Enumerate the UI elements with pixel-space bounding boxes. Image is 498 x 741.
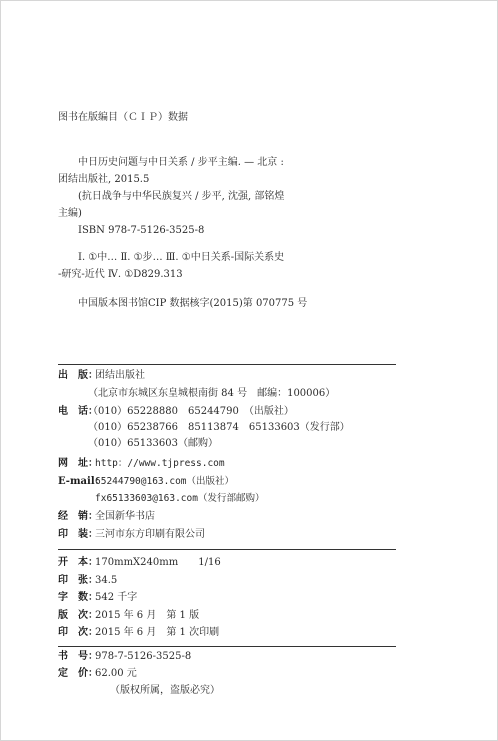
edition-label: 版 次： xyxy=(58,610,98,621)
words: 542 千字 xyxy=(95,592,138,603)
cip-entry-line-1: 中日历史问题与中日关系 / 步平主编. — 北京 : xyxy=(78,157,284,168)
format-label: 开 本： xyxy=(58,557,98,568)
distributor-label: 经 销： xyxy=(58,511,98,522)
printing-label: 印 次： xyxy=(58,627,98,638)
sheets-label: 印 张： xyxy=(58,575,98,586)
phone-line-3: （010）65133603（邮购） xyxy=(88,438,218,449)
price-label: 定 价： xyxy=(58,668,98,679)
web-link[interactable]: http：//www.tjpress.com xyxy=(95,458,225,469)
cip-subject-line-2: -研究-近代 Ⅳ. ①D829.313 xyxy=(58,269,183,280)
distributor: 全国新华书店 xyxy=(95,511,155,522)
cip-entry-line-3: (抗日战争与中华民族复兴 / 步平, 沈强, 部铭煌 xyxy=(78,191,285,202)
cip-header: 图书在版编目（ＣＩＰ）数据 xyxy=(58,112,188,123)
copyright-notice: （版权所属，盗版必究） xyxy=(110,685,220,696)
cip-subject-line-1: Ⅰ. ①中… Ⅱ. ①步… Ⅲ. ①中日关系-国际关系史 xyxy=(78,252,285,263)
printer: 三河市东方印刷有限公司 xyxy=(95,529,205,540)
format: 170mmX240mm 1/16 xyxy=(95,557,221,568)
isbn-label: 书 号： xyxy=(58,651,98,662)
phone-line-2: （010）65238766 85113874 65133603（发行部） xyxy=(88,422,350,433)
isbn-number: 978-7-5126-3525-8 xyxy=(95,651,192,662)
phone-label: 电 话： xyxy=(58,406,98,417)
words-label: 字 数： xyxy=(58,592,98,603)
edition: 2015 年 6 月 第 1 版 xyxy=(95,610,200,621)
price: 62.00 元 xyxy=(95,668,137,679)
cip-number: 中国版本图书馆CIP 数据核字(2015)第 070775 号 xyxy=(78,298,308,309)
phone-line-1: （010）65228880 65244790 （出版社） xyxy=(88,406,294,417)
web-label: 网 址： xyxy=(58,458,98,469)
publisher-name: 团结出版社 xyxy=(95,370,145,381)
sheets: 34.5 xyxy=(95,575,118,586)
printer-label: 印 装： xyxy=(58,529,98,540)
cip-entry-line-2: 团结出版社, 2015.5 xyxy=(58,174,150,185)
publisher-label: 出 版： xyxy=(58,370,98,381)
divider-bottom xyxy=(58,646,396,647)
publisher-address: （北京市东城区东皇城根南街 84 号 邮编：100006） xyxy=(88,388,336,399)
cip-entry-line-4: 主编) xyxy=(58,208,82,219)
email-label: E-mail： xyxy=(58,476,105,487)
email-line-1[interactable]: 65244790@163.com（出版社） xyxy=(95,476,235,487)
printing: 2015 年 6 月 第 1 次印刷 xyxy=(95,627,220,638)
cip-isbn: ISBN 978-7-5126-3525-8 xyxy=(78,225,205,236)
divider-middle xyxy=(58,549,396,550)
divider-top xyxy=(58,364,396,365)
email-line-2[interactable]: fx65133603@163.com（发行部邮购） xyxy=(95,493,265,504)
